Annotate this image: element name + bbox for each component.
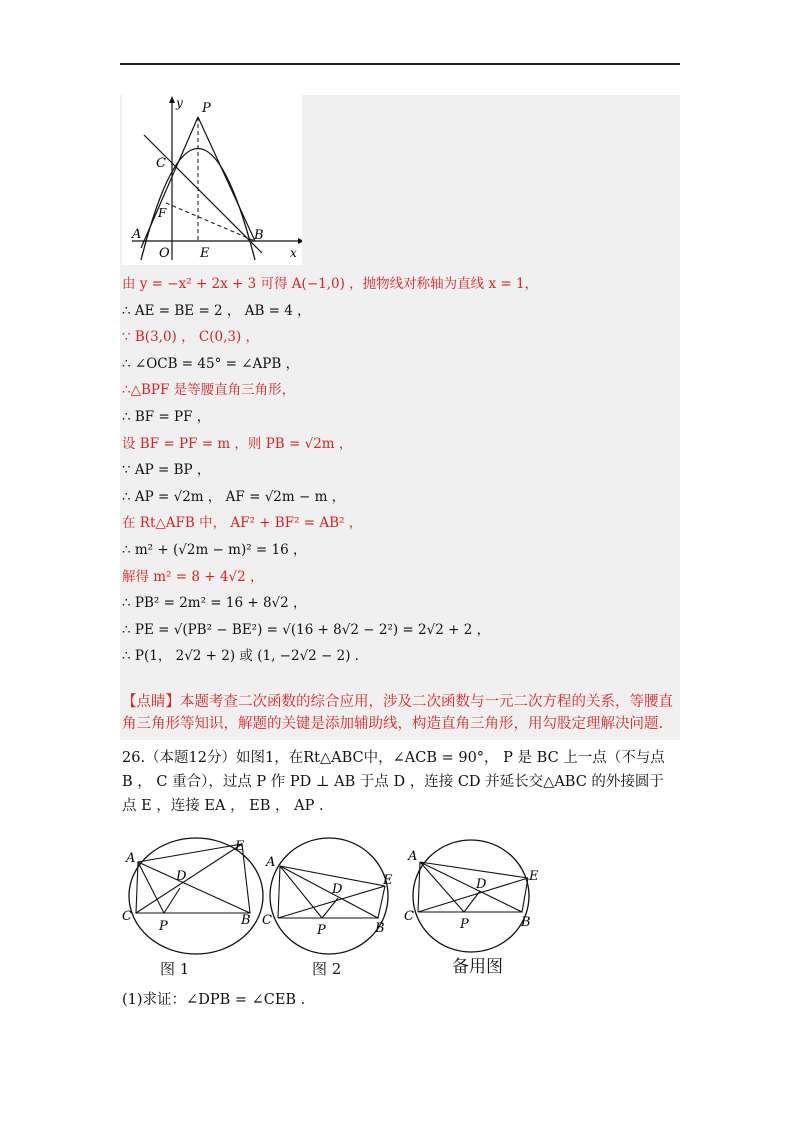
label-x: x xyxy=(290,246,297,260)
segment-pd xyxy=(164,888,180,913)
caption-spare: 备用图 xyxy=(452,957,503,977)
figure-1 xyxy=(122,836,272,960)
fig2-label-p: P xyxy=(317,923,326,938)
label-e: E xyxy=(200,246,210,261)
solution-line: ∴△BPF 是等腰直角三角形， xyxy=(122,382,296,399)
caption-fig1: 图 1 xyxy=(160,960,190,978)
figure-spare xyxy=(404,836,544,960)
solution-line: ∴ PE = √(PB² − BE²) = √(16 + 8√2 − 2²) = 2√2 + 2 ， xyxy=(122,621,491,638)
label-f: F xyxy=(158,206,167,220)
spare-label-d: D xyxy=(476,877,487,892)
fig1-label-c: C xyxy=(122,909,132,924)
spare-label-p: P xyxy=(460,917,469,932)
question-26: 26.（本题12分）如图1，在Rt△ABC中，∠ACB = 90°， P 是 BC 上一点（不与点 B ， C 重合），过点 P 作 PD ⊥ AB 于点 D ，连接 CD 并延长交△ABC 的外接圆于点 E ，连接 EA ， EB ， AP . xyxy=(122,750,665,814)
dashed-fb xyxy=(166,203,255,241)
label-y: y xyxy=(176,96,183,110)
label-b: B xyxy=(254,228,264,243)
spare-label-a: A xyxy=(408,849,418,864)
solution-line: ∴ ∠OCB = 45° = ∠APB ， xyxy=(122,355,300,372)
solution-line: ∴ AE = BE = 2 ， AB = 4 ， xyxy=(122,302,311,319)
label-c: C xyxy=(156,156,166,171)
header-rule xyxy=(120,63,680,65)
fig1-label-e: E xyxy=(235,839,245,854)
solution-line: ∴ m² + (√2m − m)² = 16 ， xyxy=(122,542,307,558)
label-o: O xyxy=(159,246,170,261)
sub-question-1: (1)求证：∠DPB = ∠CEB . xyxy=(122,992,306,1008)
solution-line: ∵ B(3,0) ， C(0,3) ， xyxy=(122,329,260,346)
segment-ap xyxy=(138,862,164,913)
solution-line: ∴ BF = PF ， xyxy=(122,409,211,425)
solution-line: ∴ P(1， 2√2 + 2) 或 (1, −2√2 − 2) ． xyxy=(122,648,369,665)
figure-2 xyxy=(262,836,397,960)
segment-pa xyxy=(141,117,198,248)
fig1-label-p: P xyxy=(159,919,168,934)
solution-line: ∴ PB² = 2m² = 16 + 8√2 ， xyxy=(122,595,307,612)
spare-label-b: B xyxy=(521,915,531,930)
fig2-label-a: A xyxy=(266,855,276,870)
segment-ab xyxy=(138,862,250,913)
label-p: P xyxy=(202,101,211,116)
solution-line: 设 BF = PF = m ，则 PB = √2m ， xyxy=(122,435,353,452)
solution-line: 在 Rt△AFB 中， AF² + BF² = AB² ， xyxy=(122,515,363,532)
y-axis-arrow xyxy=(169,96,175,103)
label-a: A xyxy=(132,227,142,242)
fig2-label-c: C xyxy=(262,913,272,928)
segment-pb xyxy=(198,117,255,241)
solution-line: 由 y = −x² + 2x + 3 可得 A(−1,0) ，抛物线对称轴为直线 x = 1， xyxy=(122,276,539,292)
fig2-label-e: E xyxy=(383,873,393,888)
fig2-label-b: B xyxy=(375,921,385,936)
circle xyxy=(270,838,388,954)
x-axis-arrow xyxy=(298,238,302,244)
caption-fig2: 图 2 xyxy=(312,960,342,978)
solution-line: 解得 m² = 8 + 4√2 ， xyxy=(122,568,264,585)
parabola-figure xyxy=(122,95,302,265)
fig1-label-a: A xyxy=(126,851,136,866)
quadrilateral xyxy=(136,844,250,913)
solution-line: ∴ AP = √2m ， AF = √2m − m ， xyxy=(122,488,346,505)
solution-line: ∵ AP = BP ， xyxy=(122,462,211,479)
segment-ac xyxy=(278,866,280,918)
fig2-label-d: D xyxy=(332,882,343,897)
spare-label-e: E xyxy=(529,869,539,884)
key-point-note: 【点睛】本题考查二次函数的综合应用，涉及二次函数与一元二次方程的关系，等腰直角三角形等知识，解题的关键是添加辅助线，构造直角三角形，用勾股定理解决问题. xyxy=(122,694,673,732)
segment-pd xyxy=(464,891,480,912)
segment-ap xyxy=(280,866,322,918)
segment-pd xyxy=(322,898,338,918)
fig1-label-d: D xyxy=(176,869,187,884)
fig1-label-b: B xyxy=(241,913,251,928)
spare-label-c: C xyxy=(404,909,414,924)
